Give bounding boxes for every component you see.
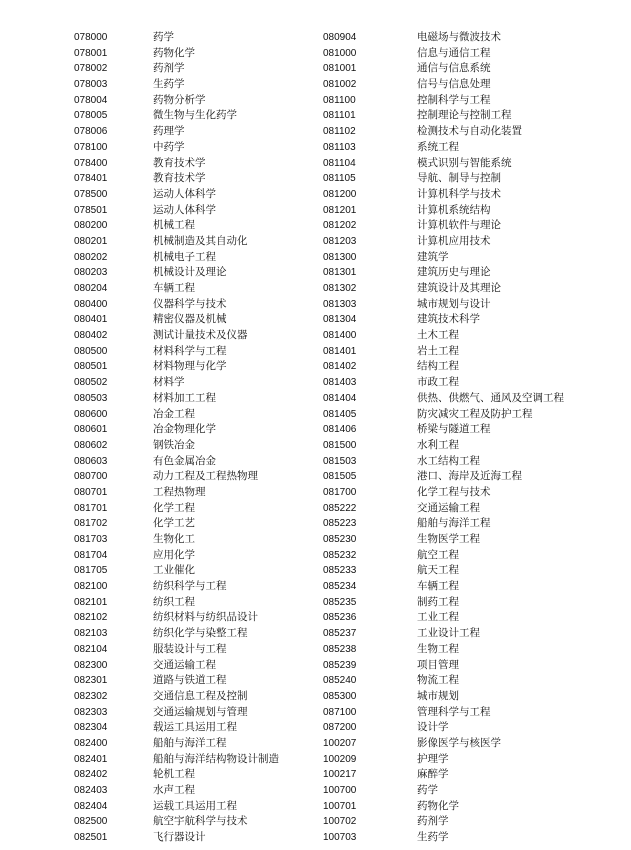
major-code: 080701	[74, 486, 108, 498]
major-name: 航天工程	[417, 564, 459, 577]
major-name: 仪器科学与技术	[153, 297, 227, 310]
major-name: 船舶与海洋工程	[417, 517, 491, 530]
major-code: 078501	[74, 204, 108, 216]
major-name: 动力工程及工程热物理	[153, 470, 258, 483]
major-name: 纺织材料与纺织品设计	[153, 611, 258, 624]
major-code: 082501	[74, 832, 108, 844]
major-code: 081302	[323, 283, 357, 294]
major-code: 100700	[323, 785, 357, 796]
major-name: 纺织化学与染整工程	[153, 627, 248, 640]
major-name: 交通运输规划与管理	[153, 705, 248, 718]
major-name: 药物化学	[417, 799, 459, 812]
major-name: 交通信息工程及控制	[153, 689, 248, 702]
major-code: 078500	[74, 188, 108, 200]
major-name: 材料加工工程	[153, 391, 216, 404]
major-code: 081202	[323, 220, 357, 232]
major-name: 药理学	[153, 125, 185, 138]
major-name: 导航、制导与控制	[417, 172, 501, 185]
major-name: 计算机科学与技术	[417, 187, 501, 200]
major-name: 水工结构工程	[417, 454, 480, 467]
major-name: 航空工程	[417, 548, 459, 561]
major-name: 飞行器设计	[153, 831, 206, 844]
major-code: 081704	[74, 549, 108, 561]
major-code: 082104	[74, 643, 108, 655]
major-code: 080200	[74, 220, 108, 232]
major-code: 078001	[74, 47, 108, 59]
major-name: 计算机系统结构	[417, 203, 491, 216]
major-name: 船舶与海洋工程	[153, 736, 227, 749]
major-name: 建筑历史与理论	[417, 266, 491, 279]
major-code: 081703	[74, 534, 108, 545]
major-name: 工程热物理	[153, 485, 206, 498]
major-name: 生药学	[153, 78, 185, 91]
major-code: 087200	[323, 722, 357, 734]
major-name: 信号与信息处理	[417, 78, 491, 91]
major-code: 082304	[74, 722, 108, 734]
major-name: 水利工程	[417, 438, 459, 451]
major-code: 081406	[323, 424, 357, 436]
major-name: 麻醉学	[417, 768, 449, 781]
major-name: 运动人体科学	[153, 187, 216, 200]
major-code: 081500	[323, 439, 357, 451]
major-code: 100207	[323, 737, 357, 749]
major-code: 082401	[74, 753, 108, 765]
major-code: 081001	[323, 63, 357, 75]
major-code: 081401	[323, 345, 357, 357]
major-name: 车辆工程	[153, 282, 195, 294]
major-code: 080503	[74, 392, 108, 404]
major-name: 电磁场与微波技术	[417, 31, 501, 43]
major-code: 081101	[323, 110, 356, 122]
major-code: 085234	[323, 581, 357, 593]
major-name: 药学	[153, 31, 174, 43]
major-code: 082404	[74, 800, 108, 812]
major-code: 082402	[74, 769, 108, 781]
major-code: 081100	[323, 94, 356, 106]
major-name: 工业催化	[153, 564, 195, 577]
major-name: 服装设计与工程	[153, 642, 227, 655]
major-code: 078003	[74, 79, 108, 91]
major-name: 微生物与生化药学	[153, 109, 237, 122]
major-name: 精密仪器及机械	[153, 313, 227, 326]
major-name: 材料科学与工程	[153, 344, 227, 357]
major-code: 085223	[323, 518, 357, 530]
major-code: 078002	[74, 63, 108, 75]
major-name: 药剂学	[153, 62, 185, 75]
major-name: 影像医学与核医学	[417, 736, 501, 749]
major-code: 081201	[323, 204, 357, 216]
major-code: 080501	[74, 361, 108, 373]
major-name: 信息与通信工程	[417, 46, 491, 59]
major-code: 081402	[323, 361, 357, 373]
major-code: 080601	[74, 424, 108, 436]
major-code: 080401	[74, 314, 108, 326]
major-code: 085237	[323, 628, 357, 640]
major-code: 085240	[323, 675, 357, 687]
major-code: 082101	[74, 596, 108, 608]
major-name: 材料学	[153, 376, 185, 389]
major-name: 化学工艺	[153, 517, 195, 530]
major-code: 081301	[323, 267, 357, 279]
major-code: 085230	[323, 534, 357, 545]
major-name: 建筑学	[417, 250, 449, 263]
major-name: 轮机工程	[153, 768, 195, 781]
major-name: 建筑技术科学	[417, 313, 480, 326]
major-code: 078004	[74, 94, 108, 106]
major-code: 081102	[323, 126, 356, 138]
major-name: 制药工程	[417, 595, 459, 608]
major-code: 100209	[323, 753, 357, 765]
major-name: 供热、供燃气、通风及空调工程	[417, 391, 564, 404]
major-code: 085300	[323, 690, 357, 702]
major-code: 081701	[74, 502, 108, 514]
major-code: 085238	[323, 643, 357, 655]
major-name: 交通运输工程	[417, 501, 480, 514]
major-name: 生物化工	[153, 533, 195, 545]
major-name: 道路与铁道工程	[153, 674, 227, 687]
major-name: 物流工程	[417, 674, 459, 687]
major-code: 081104	[323, 157, 356, 169]
major-code: 085222	[323, 502, 357, 514]
major-name: 机械设计及理论	[153, 266, 227, 279]
major-code: 081404	[323, 392, 357, 404]
major-name: 化学工程与技术	[417, 485, 491, 498]
major-name: 设计学	[417, 721, 449, 734]
major-name: 控制理论与控制工程	[417, 109, 512, 122]
major-name: 有色金属冶金	[153, 454, 216, 467]
major-code: 081700	[323, 486, 357, 498]
major-name: 教育技术学	[153, 156, 206, 169]
major-name: 工业设计工程	[417, 627, 480, 640]
major-code: 078100	[74, 141, 108, 153]
major-name: 冶金工程	[153, 407, 195, 420]
major-name: 城市规划与设计	[417, 297, 491, 310]
major-code: 080700	[74, 471, 108, 483]
major-code: 081203	[323, 235, 357, 247]
major-code: 082302	[74, 690, 108, 702]
major-code: 100217	[323, 769, 357, 781]
major-code: 080201	[74, 235, 108, 247]
major-code: 081503	[323, 455, 357, 467]
major-code: 080600	[74, 408, 108, 420]
major-name: 中药学	[153, 140, 185, 153]
major-name: 测试计量技术及仪器	[153, 329, 248, 342]
major-name: 水声工程	[153, 784, 195, 796]
major-code: 085233	[323, 565, 357, 577]
major-code: 078400	[74, 157, 108, 169]
major-name: 通信与信息系统	[417, 62, 491, 75]
major-name: 交通运输工程	[153, 658, 216, 671]
major-code: 081200	[323, 188, 357, 200]
major-code: 080602	[74, 439, 108, 451]
major-code: 080500	[74, 345, 108, 357]
major-name: 结构工程	[417, 360, 459, 373]
major-code: 078006	[74, 126, 108, 138]
major-name: 项目管理	[417, 658, 459, 671]
major-name: 应用化学	[153, 548, 195, 561]
major-code: 085232	[323, 549, 357, 561]
major-name: 岩土工程	[417, 344, 459, 357]
major-name: 桥梁与隧道工程	[417, 423, 491, 436]
major-name: 机械电子工程	[153, 250, 216, 263]
major-name: 检测技术与自动化装置	[417, 125, 522, 138]
major-code: 081002	[323, 79, 357, 91]
major-name: 载运工具运用工程	[153, 721, 237, 734]
major-name: 模式识别与智能系统	[417, 156, 512, 169]
major-name: 系统工程	[417, 140, 459, 153]
major-code: 082102	[74, 612, 108, 624]
major-name: 药物分析学	[153, 93, 206, 106]
major-name: 药学	[417, 784, 438, 796]
major-code: 081405	[323, 408, 357, 420]
major-code: 081403	[323, 377, 357, 389]
major-name: 航空宇航科学与技术	[153, 815, 248, 828]
major-code: 082400	[74, 737, 108, 749]
major-code: 082500	[74, 816, 108, 828]
major-name: 运载工具运用工程	[153, 799, 237, 812]
major-name: 护理学	[417, 752, 449, 765]
major-name: 土木工程	[417, 329, 459, 342]
major-name: 计算机软件与理论	[417, 219, 501, 232]
major-name: 生药学	[417, 831, 449, 844]
major-code: 082300	[74, 659, 108, 671]
major-code: 082303	[74, 706, 108, 718]
major-code: 081505	[323, 471, 357, 483]
major-name: 工业工程	[417, 611, 459, 624]
major-name: 计算机应用技术	[417, 234, 491, 247]
major-name: 教育技术学	[153, 172, 206, 185]
major-code: 081702	[74, 518, 108, 530]
major-code: 080502	[74, 377, 108, 389]
major-code: 078005	[74, 110, 108, 122]
major-name: 船舶与海洋结构物设计制造	[153, 752, 279, 765]
major-code: 080202	[74, 251, 108, 263]
major-name: 控制科学与工程	[417, 93, 491, 106]
major-name: 管理科学与工程	[417, 705, 491, 718]
major-code: 081705	[74, 565, 108, 577]
major-name: 药剂学	[417, 815, 449, 828]
major-code: 085236	[323, 612, 357, 624]
major-code: 085239	[323, 659, 357, 671]
major-name: 纺织工程	[153, 595, 195, 608]
major-code: 081000	[323, 47, 357, 59]
major-name: 城市规划	[417, 689, 459, 702]
major-name: 钢铁冶金	[153, 438, 195, 451]
major-code: 080204	[74, 283, 108, 294]
major-code: 082301	[74, 675, 108, 687]
major-code: 087100	[323, 706, 357, 718]
major-name: 生物医学工程	[417, 533, 480, 545]
major-name: 市政工程	[417, 376, 459, 389]
major-name: 车辆工程	[417, 580, 459, 593]
major-code: 082403	[74, 785, 108, 796]
major-name: 机械制造及其自动化	[153, 234, 248, 247]
major-code: 080203	[74, 267, 108, 279]
major-code: 078401	[74, 173, 108, 185]
major-name: 运动人体科学	[153, 203, 216, 216]
major-name: 化学工程	[153, 501, 195, 514]
major-name: 防灾减灾工程及防护工程	[417, 407, 533, 420]
major-code: 080904	[323, 32, 357, 43]
major-code: 080402	[74, 330, 108, 342]
major-code: 081300	[323, 251, 357, 263]
major-code: 080400	[74, 298, 108, 310]
major-code: 080603	[74, 455, 108, 467]
major-code: 081304	[323, 314, 357, 326]
major-code: 082100	[74, 581, 108, 593]
major-name: 药物化学	[153, 46, 195, 59]
major-name: 材料物理与化学	[153, 360, 227, 373]
major-code: 100701	[323, 800, 357, 812]
major-code: 081400	[323, 330, 357, 342]
major-name: 纺织科学与工程	[153, 580, 227, 593]
major-code: 078000	[74, 32, 108, 43]
major-code: 085235	[323, 596, 357, 608]
major-name: 建筑设计及其理论	[417, 282, 501, 294]
major-code: 100702	[323, 816, 357, 828]
major-code: 081103	[323, 141, 356, 153]
major-name: 冶金物理化学	[153, 423, 216, 436]
major-code: 082103	[74, 628, 108, 640]
major-name: 生物工程	[417, 642, 459, 655]
major-code: 081303	[323, 298, 357, 310]
major-code: 100703	[323, 832, 357, 844]
major-name: 港口、海岸及近海工程	[417, 470, 522, 483]
major-code: 081105	[323, 173, 356, 185]
major-name: 机械工程	[153, 219, 195, 232]
